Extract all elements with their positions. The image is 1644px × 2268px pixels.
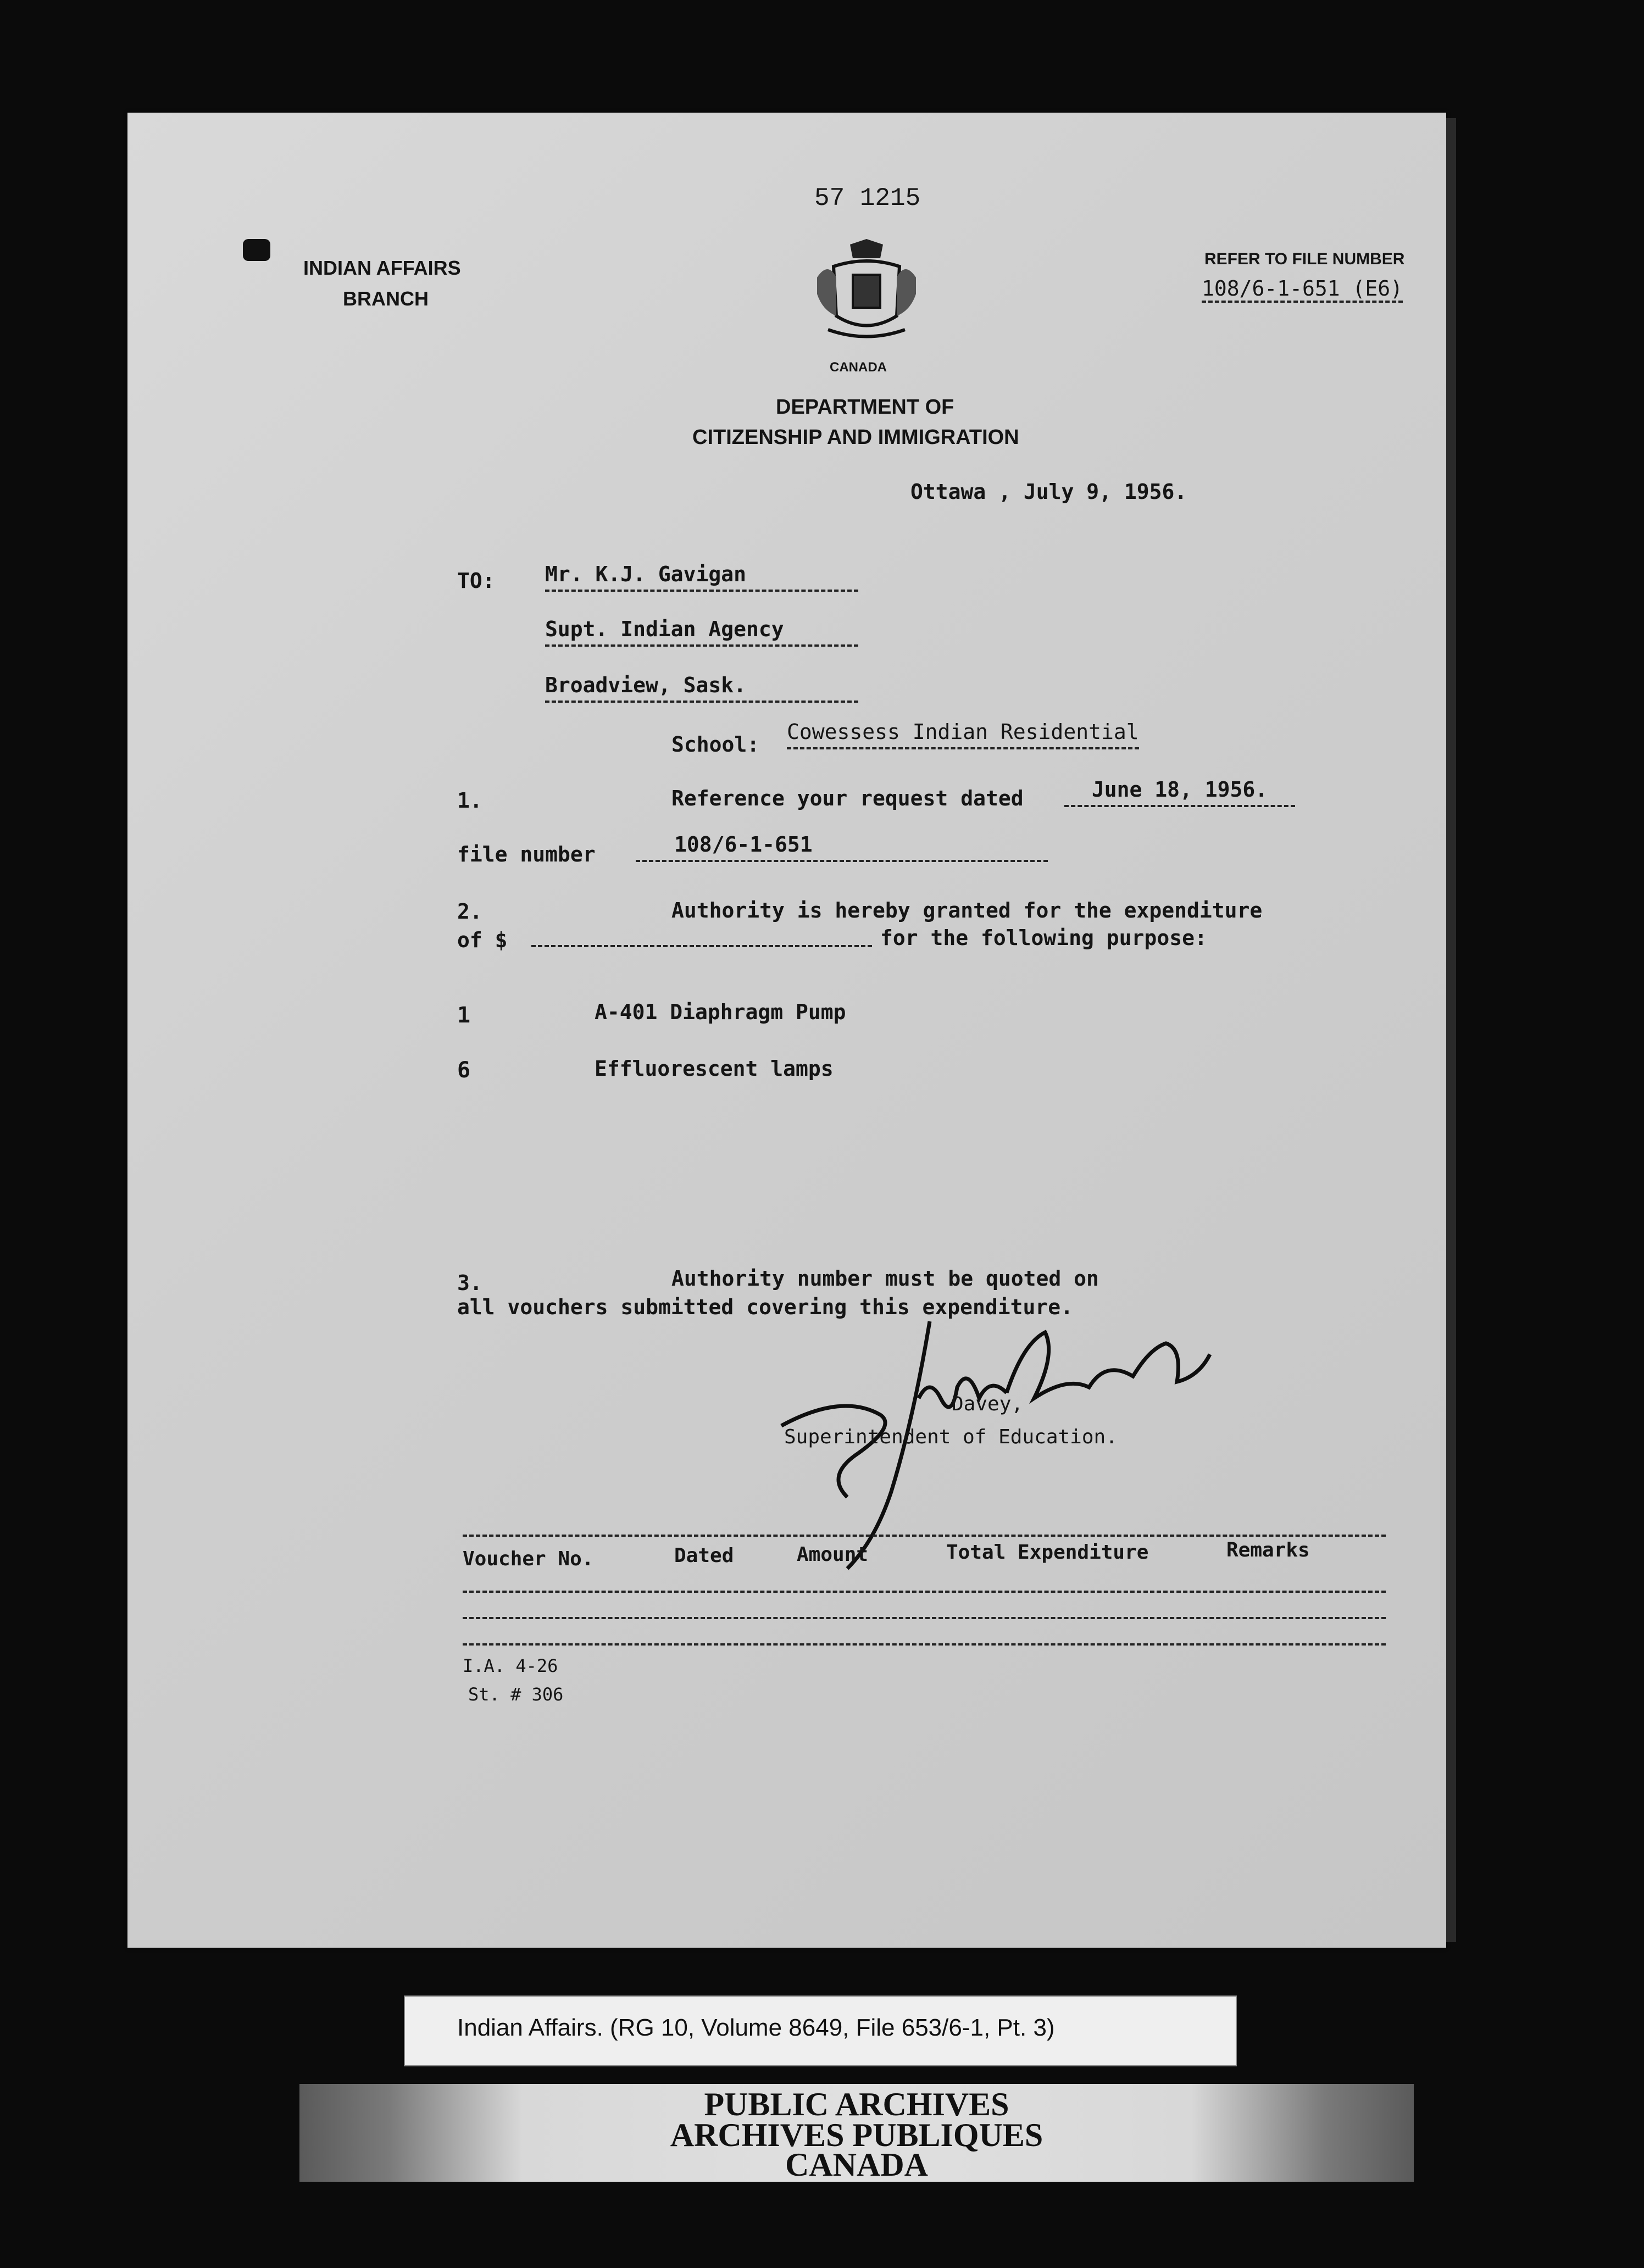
request-date: June 18, 1956. bbox=[1064, 777, 1295, 807]
stamp-line1: PUBLIC ARCHIVES bbox=[704, 2086, 1009, 2122]
stock-number: St. # 306 bbox=[468, 1684, 564, 1705]
document-page bbox=[127, 113, 1446, 1948]
file-number-label: file number bbox=[457, 842, 596, 866]
school-label: School: bbox=[671, 732, 760, 757]
archive-citation-label bbox=[404, 1995, 1237, 2066]
item-qty: 1 bbox=[457, 1003, 471, 1028]
para1-text: Reference your request dated bbox=[671, 786, 1024, 810]
addressee-title: Supt. Indian Agency bbox=[545, 617, 858, 647]
branch-line1: INDIAN AFFAIRS bbox=[303, 257, 461, 279]
coat-of-arms-icon bbox=[812, 239, 921, 343]
dept-line1: DEPARTMENT OF bbox=[776, 396, 954, 419]
file-number-value: 108/6-1-651 bbox=[636, 832, 1048, 862]
school-name: Cowessess Indian Residential bbox=[787, 720, 1139, 749]
document-number: 57 1215 bbox=[814, 184, 921, 213]
mark-icon bbox=[243, 239, 270, 261]
addressee-name: Mr. K.J. Gavigan bbox=[545, 562, 858, 592]
to-label: TO: bbox=[457, 569, 495, 593]
signer-title: Superintendent of Education. bbox=[784, 1426, 1118, 1448]
archive-citation: Indian Affairs. (RG 10, Volume 8649, File 653/6-1, Pt. 3) bbox=[457, 2014, 1055, 2041]
stamp-line2: ARCHIVES PUBLIQUES bbox=[670, 2117, 1043, 2153]
para3-number: 3. bbox=[457, 1271, 482, 1295]
table-row-rule bbox=[463, 1643, 1386, 1646]
form-code: I.A. 4-26 bbox=[463, 1655, 558, 1676]
item-qty: 6 bbox=[457, 1058, 471, 1083]
item-desc: Effluorescent lamps bbox=[595, 1057, 834, 1081]
col-total-expenditure: Total Expenditure bbox=[946, 1541, 1149, 1564]
place-date: Ottawa , July 9, 1956. bbox=[910, 480, 1187, 504]
country-label: CANADA bbox=[830, 360, 887, 375]
col-voucher-no: Voucher No. bbox=[463, 1548, 594, 1570]
addressee-location: Broadview, Sask. bbox=[545, 673, 858, 703]
para2-number: 2. bbox=[457, 899, 482, 924]
table-row-rule bbox=[463, 1617, 1386, 1619]
dept-line2: CITIZENSHIP AND IMMIGRATION bbox=[692, 426, 1019, 449]
para3-text2: all vouchers submitted covering this expenditure. bbox=[457, 1295, 1074, 1319]
amount-blank bbox=[531, 923, 872, 947]
para1-number: 1. bbox=[457, 788, 482, 813]
refer-file-number: 108/6-1-651 (E6) bbox=[1202, 276, 1403, 303]
archive-stamp bbox=[299, 2084, 1414, 2182]
of-dollar-label: of $ bbox=[457, 928, 508, 952]
table-top-rule bbox=[463, 1535, 1386, 1537]
stamp-line3: CANADA bbox=[785, 2147, 928, 2183]
para2-text1: Authority is hereby granted for the expenditure bbox=[671, 898, 1263, 922]
branch-line2: BRANCH bbox=[343, 287, 429, 310]
page-stack-edge bbox=[1446, 118, 1456, 1942]
refer-label: REFER TO FILE NUMBER bbox=[1204, 250, 1405, 268]
signer-name: Davey, bbox=[952, 1393, 1024, 1415]
col-amount: Amount bbox=[797, 1543, 869, 1566]
item-desc: A-401 Diaphragm Pump bbox=[595, 1000, 846, 1024]
para2-text2: for the following purpose: bbox=[880, 926, 1207, 950]
para3-text1: Authority number must be quoted on bbox=[671, 1266, 1099, 1291]
table-row-rule bbox=[463, 1591, 1386, 1593]
col-remarks: Remarks bbox=[1226, 1539, 1310, 1561]
col-dated: Dated bbox=[674, 1544, 734, 1567]
